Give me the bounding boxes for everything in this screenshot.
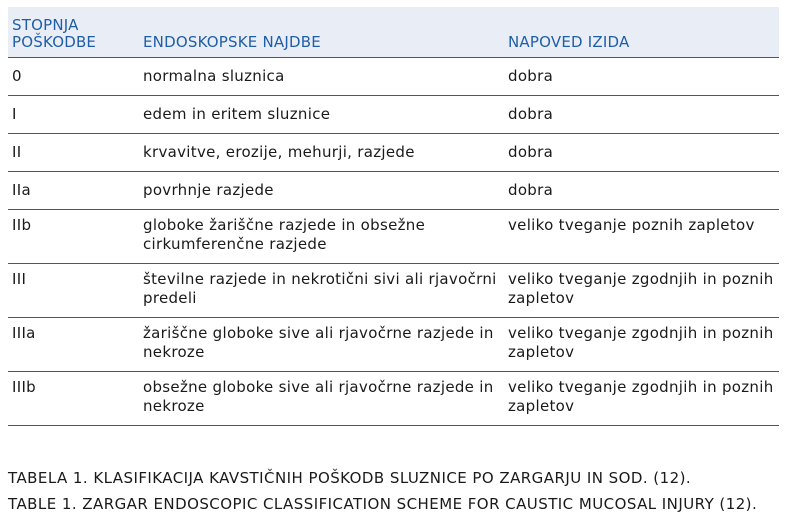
header-grade-line2: POŠKODBE [12,33,97,51]
header-findings: ENDOSKOPSKE NAJDBE [143,33,321,51]
table-caption-slovenian: TABELA 1. KLASIFIKACIJA KAVSTIČNIH POŠKODB SLUZNICE PO ZARGARJU IN SOD. (12). [8,469,692,487]
table-row [8,264,779,318]
cell-grade: II [8,134,139,172]
table-row [8,372,779,426]
cell-findings: normalna sluznica [139,58,504,96]
cell-findings: žariščne globoke sive ali rjavočrne razjede in nekroze [139,318,504,372]
cell-prognosis: veliko tveganje zgodnjih in poznih zapletov [504,318,779,372]
cell-findings: obsežne globoke sive ali rjavočrne razjede in nekroze [139,372,504,426]
cell-grade: III [8,264,139,318]
cell-grade: IIa [8,172,139,210]
cell-findings: povrhnje razjede [139,172,504,210]
cell-grade: IIIa [8,318,139,372]
table-caption-english: TABLE 1. ZARGAR ENDOSCOPIC CLASSIFICATION SCHEME FOR CAUSTIC MUCOSAL INJURY (12). [8,495,758,513]
cell-prognosis: veliko tveganje zgodnjih in poznih zapletov [504,372,779,426]
table-row [8,210,779,264]
cell-prognosis: dobra [504,96,779,134]
table-row [8,58,779,96]
classification-table-container [8,7,779,426]
cell-prognosis: veliko tveganje zgodnjih in poznih zapletov [504,264,779,318]
cell-grade: IIb [8,210,139,264]
table-row [8,318,779,372]
header-grade-line1: STOPNJA [12,16,79,34]
cell-findings: edem in eritem sluznice [139,96,504,134]
table-row [8,96,779,134]
cell-findings: krvavitve, erozije, mehurji, razjede [139,134,504,172]
classification-table [8,7,779,426]
cell-prognosis: veliko tveganje poznih zapletov [504,210,779,264]
table-row [8,172,779,210]
table-header-row [8,7,779,58]
cell-grade: IIIb [8,372,139,426]
cell-findings: globoke žariščne razjede in obsežne cirkumferenčne razjede [139,210,504,264]
table-row [8,134,779,172]
cell-prognosis: dobra [504,58,779,96]
header-prognosis: NAPOVED IZIDA [508,33,630,51]
cell-prognosis: dobra [504,134,779,172]
cell-grade: 0 [8,58,139,96]
cell-grade: I [8,96,139,134]
cell-findings: številne razjede in nekrotični sivi ali rjavočrni predeli [139,264,504,318]
header-grade [8,7,139,58]
cell-prognosis: dobra [504,172,779,210]
